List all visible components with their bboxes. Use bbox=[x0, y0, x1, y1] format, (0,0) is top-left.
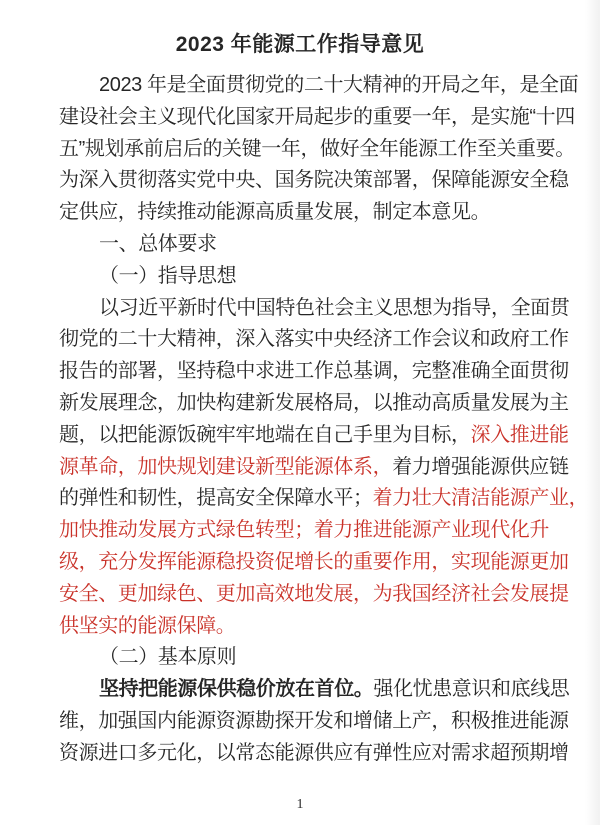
text-line bbox=[59, 579, 569, 611]
text-segment: 以习近平新时代中国特色社会主义思想为指导，全面贯 bbox=[99, 296, 570, 319]
text-segment: 彻党的二十大精神，深入落实中央经济工作会议和政府工作 bbox=[59, 328, 569, 351]
text-line bbox=[59, 642, 538, 674]
text-line bbox=[59, 293, 570, 325]
text-line bbox=[59, 356, 569, 388]
text-segment: 定供应，持续推动能源高质量发展，制定本意见。 bbox=[59, 201, 491, 224]
text-line bbox=[59, 229, 538, 261]
highlighted-text-segment: 着力壮大清洁能源产业， bbox=[372, 487, 589, 510]
text-line bbox=[59, 420, 569, 452]
text-line bbox=[59, 483, 589, 515]
text-segment: （二）基本原则 bbox=[99, 646, 237, 669]
text-line bbox=[59, 388, 569, 420]
text-segment: 资源进口多元化，以常态能源供应有弹性应对需求超预期增 bbox=[59, 741, 569, 764]
text-line bbox=[59, 197, 538, 229]
text-segment: 新发展理念，加快构建新发展格局，以推动高质量发展为主 bbox=[59, 391, 569, 414]
text-line bbox=[59, 547, 569, 579]
text-line bbox=[59, 261, 538, 293]
text-line bbox=[59, 102, 575, 134]
document-body bbox=[0, 70, 600, 770]
text-segment: 2023 年是全面贯彻党的二十大精神的开局之年，是全面 bbox=[99, 74, 579, 96]
text-line bbox=[59, 674, 570, 706]
text-segment: 强化忧患意识和底线思 bbox=[373, 678, 570, 701]
document-title: 2023 年能源工作指导意见 bbox=[175, 33, 425, 56]
highlighted-text-segment: 安全、更加绿色、更加高效地发展，为我国经济社会发展提 bbox=[59, 582, 569, 605]
page-number: 1 bbox=[296, 797, 304, 812]
text-line bbox=[59, 515, 549, 547]
highlighted-text-segment: 级，充分发挥能源稳投资促增长的重要作用，实现能源更加 bbox=[59, 550, 569, 573]
text-segment: 维，加强国内能源资源勘探开发和增储上产，积极推进能源 bbox=[59, 709, 569, 732]
text-line bbox=[59, 738, 569, 770]
highlighted-text-segment: 源革命，加快规划建设新型能源体系， bbox=[59, 455, 393, 478]
text-segment: 一、总体要求 bbox=[99, 232, 217, 255]
text-line bbox=[59, 452, 569, 484]
text-line bbox=[59, 165, 569, 197]
text-segment: 建设社会主义现代化国家开局起步的重要一年，是实施“十四 bbox=[59, 105, 575, 128]
text-segment: 五”规划承前启后的关键一年，做好全年能源工作至关重要。 bbox=[59, 137, 575, 160]
highlighted-text-segment: 供坚实的能源保障。 bbox=[59, 614, 236, 637]
text-line bbox=[59, 134, 575, 166]
text-segment: （一）指导思想 bbox=[99, 264, 237, 287]
text-line bbox=[59, 706, 569, 738]
highlighted-text-segment: 深入推进能 bbox=[470, 423, 569, 446]
text-line bbox=[59, 324, 569, 356]
text-line bbox=[59, 70, 579, 102]
highlighted-text-segment: 加快推动发展方式绿色转型；着力推进能源产业现代化升 bbox=[59, 519, 549, 542]
text-segment: 坚持把能源保供稳价放在首位。 bbox=[99, 678, 374, 701]
text-segment: 为深入贯彻落实党中央、国务院决策部署，保障能源安全稳 bbox=[59, 169, 569, 192]
text-segment: 报告的部署，坚持稳中求进工作总基调，完整准确全面贯彻 bbox=[59, 360, 569, 383]
text-segment: 题，以把能源饭碗牢牢地端在自己手里为目标， bbox=[59, 423, 471, 446]
text-segment: 着力增强能源供应链 bbox=[392, 455, 569, 478]
text-segment: 的弹性和韧性，提高安全保障水平； bbox=[59, 487, 373, 510]
text-line bbox=[59, 611, 538, 643]
